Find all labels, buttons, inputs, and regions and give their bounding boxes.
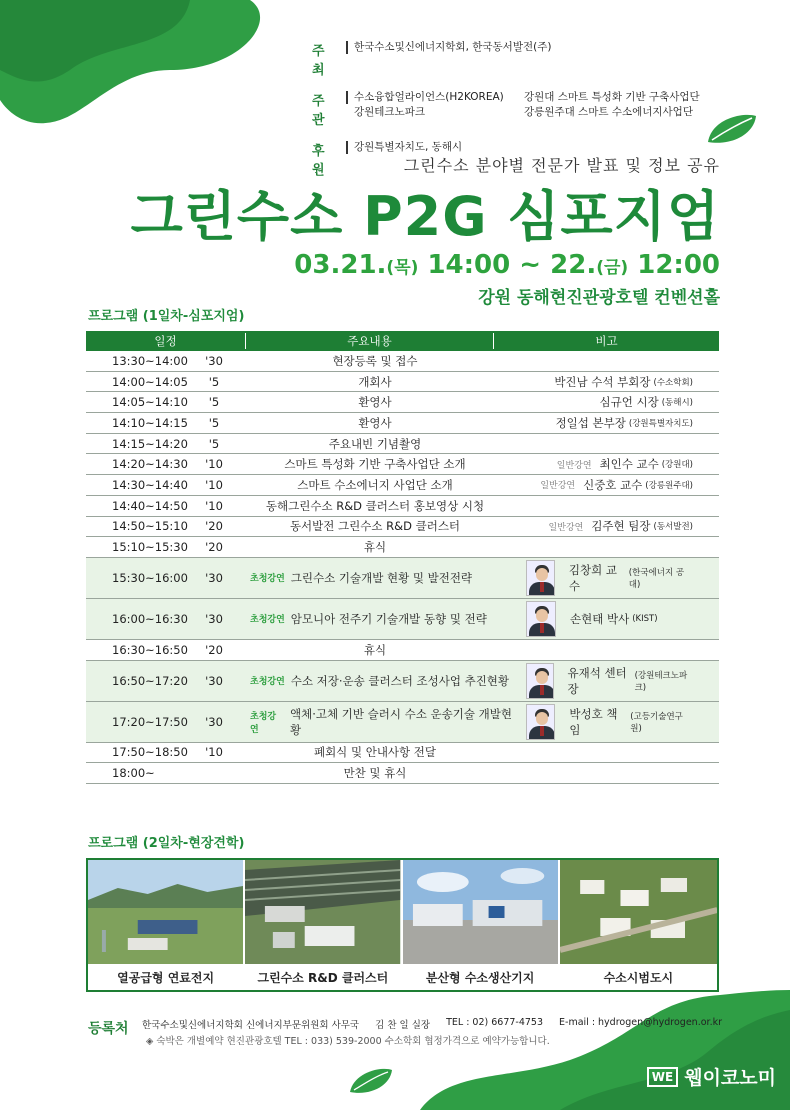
table-row: [86, 599, 719, 640]
content-cell: [232, 570, 518, 586]
watermark: [647, 1063, 776, 1090]
contact-person: 김 찬 일 실장: [375, 1020, 431, 1031]
main-title: 그린수소 P2G 심포지엄: [130, 185, 720, 248]
content-cell: [232, 765, 518, 781]
table-row: [86, 537, 719, 558]
organizer-label: 주 관: [312, 94, 328, 128]
time-cell: 14:10~14:15: [112, 415, 188, 430]
content-text: 환영사: [358, 395, 392, 410]
speaker-affiliation: (강원테크노파크): [634, 670, 688, 693]
table-header: [86, 331, 719, 351]
site-card: [245, 860, 402, 990]
site-caption: 수소시범도시: [560, 964, 717, 990]
content-text: 암모니아 전주기 기술개발 동향 및 전략: [290, 611, 487, 626]
top-left-leaf-decoration: [0, 0, 300, 140]
note-cell: [518, 374, 719, 390]
speaker-name: 박성호 책임: [569, 706, 618, 737]
note-cell: [518, 663, 719, 699]
table-row: [86, 372, 719, 393]
speaker-name: 김창희 교수: [568, 562, 617, 593]
table-row: [86, 702, 719, 743]
speaker-affiliation: (강원특별자치도): [628, 418, 693, 429]
watermark-logo: WE: [647, 1067, 678, 1087]
bottom-right-leaf-decoration: [420, 990, 790, 1110]
header-time: 일정: [86, 333, 246, 349]
note-cell: [518, 415, 719, 431]
general-talk-tag: 일반강연: [548, 522, 584, 533]
content-cell: [232, 518, 518, 534]
header-note: 비고: [595, 334, 618, 348]
speaker-photo: [526, 560, 555, 596]
speaker-name: 손현태 박사: [570, 611, 630, 626]
content-text: 스마트 특성화 기반 구축사업단 소개: [284, 457, 466, 472]
content-cell: [232, 353, 518, 369]
speaker-name: 심규언 시장: [599, 395, 659, 410]
duration-cell: '30: [205, 714, 223, 729]
site-caption: 분산형 수소생산기지: [403, 964, 558, 990]
content-text: 동해그린수소 R&D 클러스터 홍보영상 시청: [265, 498, 485, 513]
organizer-values: [354, 90, 772, 120]
site-card: [88, 860, 245, 990]
time-cell: 16:00~16:30: [112, 611, 188, 626]
table-row: [86, 743, 719, 764]
lodging-note: ◈ 숙박은 개별예약 현진관광호텔 TEL : 033) 539-2000 수소학회 협정가격으로 예약가능합니다.: [146, 1036, 550, 1047]
note-cell: [518, 394, 719, 410]
site-photo-strip: [86, 858, 719, 992]
fuel-cell-photo: [88, 860, 243, 964]
content-text: 스마트 수소에너지 사업단 소개: [297, 477, 453, 492]
start-date: 03.21.: [294, 250, 387, 280]
content-cell: [232, 436, 518, 452]
time-cell: 13:30~14:00: [112, 353, 188, 368]
start-time: 14:00: [427, 250, 511, 280]
host-label: 주 최: [312, 44, 328, 78]
content-text: 환영사: [358, 415, 392, 430]
organizer-4: 강릉원주대 스마트 수소에너지사업단: [524, 106, 693, 118]
site-card: [560, 860, 717, 990]
table-row: [86, 496, 719, 517]
duration-cell: '5: [208, 415, 220, 430]
divider: [346, 141, 348, 154]
table-body: [86, 351, 719, 784]
note-cell: [518, 456, 719, 472]
date-separator: ~: [519, 250, 542, 280]
speaker-name: 최인수 교수: [599, 457, 659, 472]
phone: TEL : 02) 6677-4753: [446, 1017, 544, 1028]
duration-cell: '20: [205, 540, 223, 555]
content-cell: [232, 706, 518, 738]
date-line: [294, 250, 720, 280]
speaker-affiliation: (강릉원주대): [645, 480, 693, 491]
speaker-photo: [526, 704, 555, 740]
content-cell: [232, 611, 518, 627]
duration-cell: '20: [205, 519, 223, 534]
content-text: 동서발전 그린수소 R&D 클러스터: [289, 519, 461, 534]
speaker-affiliation: (한국에너지 공대): [628, 567, 685, 590]
venue: 강원 동해현진관광호텔 컨벤션홀: [478, 288, 720, 308]
time-cell: 14:30~14:40: [112, 477, 188, 492]
time-cell: 14:15~14:20: [112, 436, 188, 451]
content-text: 그린수소 기술개발 현황 및 발전전략: [290, 570, 473, 585]
time-cell: 17:20~17:50: [112, 714, 188, 729]
content-text: 휴식: [363, 540, 387, 555]
time-cell: 15:30~16:00: [112, 570, 188, 585]
table-row: [86, 351, 719, 372]
content-text: 주요내빈 기념촬영: [328, 436, 422, 451]
leaf-bottom-icon: [346, 1066, 396, 1096]
invited-talk-tag: 초청강연: [250, 574, 285, 585]
speaker-affiliation: (KIST): [632, 613, 658, 624]
divider: [346, 41, 348, 54]
table-row: [86, 763, 719, 784]
time-cell: 14:20~14:30: [112, 457, 188, 472]
site-caption: 열공급형 연료전지: [88, 964, 243, 990]
start-day: (목): [386, 258, 419, 278]
registration-label: 등록처: [88, 1021, 129, 1037]
note-cell: [518, 518, 719, 534]
end-day: (금): [596, 258, 629, 278]
table-row: [86, 558, 719, 599]
content-cell: [232, 744, 518, 760]
duration-cell: '30: [205, 673, 223, 688]
production-base-photo: [403, 860, 558, 964]
time-cell: 14:00~14:05: [112, 374, 188, 389]
duration-cell: '30: [205, 611, 223, 626]
organizer-2: 강원대 스마트 특성화 기반 구축사업단: [524, 91, 700, 103]
site-caption: 그린수소 R&D 클러스터: [245, 964, 400, 990]
program1-title: 프로그램 (1일차-심포지엄): [88, 309, 245, 324]
invited-talk-tag: 초청강연: [250, 677, 285, 688]
content-cell: [232, 374, 518, 390]
time-cell: 14:40~14:50: [112, 498, 188, 513]
content-text: 개회사: [358, 374, 392, 389]
time-cell: 14:50~15:10: [112, 519, 188, 534]
sponsor-label: 후 원: [312, 144, 328, 178]
sponsor-value: 강원특별자치도, 동해시: [354, 141, 463, 153]
organizer-1: 수소융합얼라이언스(H2KOREA): [354, 91, 504, 103]
content-cell: [232, 673, 518, 689]
invited-talk-tag: 초청강연: [250, 615, 285, 626]
duration-cell: '5: [208, 395, 220, 410]
speaker-name: 신중호 교수: [583, 477, 643, 492]
speaker-name: 정일섭 본부장: [555, 415, 626, 430]
duration-cell: '30: [205, 570, 223, 585]
note-cell: [518, 704, 719, 740]
speaker-name: 유재석 센터장: [567, 665, 627, 696]
organizer-3: 강원테크노파크: [354, 106, 426, 118]
table-row: [86, 454, 719, 475]
divider: [346, 91, 348, 104]
content-text: 현장등록 및 접수: [332, 353, 418, 368]
content-cell: [232, 477, 518, 493]
table-row: [86, 517, 719, 538]
email[interactable]: E-mail : hydrogen@hydrogen.or.kr: [559, 1017, 722, 1028]
host-row: [312, 40, 772, 78]
speaker-name: 김주현 팀장: [591, 519, 651, 534]
speaker-name: 박진남 수석 부회장: [554, 374, 651, 389]
content-text: 액체·고체 기반 슬러시 수소 운송기술 개발현황: [290, 706, 512, 737]
time-cell: 14:05~14:10: [112, 395, 188, 410]
content-cell: [232, 415, 518, 431]
duration-cell: '5: [208, 436, 220, 451]
rnd-cluster-photo: [245, 860, 400, 964]
schedule-table: [86, 331, 719, 784]
content-cell: [232, 456, 518, 472]
speaker-affiliation: (고등기술연구원): [630, 711, 683, 734]
content-text: 폐회식 및 안내사항 전달: [313, 745, 437, 760]
speaker-affiliation: (동해시): [661, 398, 693, 409]
speaker-affiliation: (강원대): [661, 460, 693, 471]
note-cell: [518, 477, 719, 493]
invited-talk-tag: 초청강연: [250, 711, 277, 735]
end-date: 22.: [550, 250, 597, 280]
duration-cell: '10: [205, 457, 223, 472]
note-cell: [518, 560, 719, 596]
time-cell: 16:30~16:50: [112, 642, 188, 657]
watermark-text: 웹이코노미: [684, 1067, 776, 1089]
content-cell: [232, 642, 518, 658]
time-cell: 16:50~17:20: [112, 673, 188, 688]
content-cell: [232, 498, 518, 514]
duration-cell: '5: [208, 374, 220, 389]
program2-title: 프로그램 (2일차-현장견학): [88, 836, 245, 851]
table-row: [86, 661, 719, 702]
time-cell: 15:10~15:30: [112, 540, 188, 555]
general-talk-tag: 일반강연: [556, 460, 592, 471]
header-content: 주요내용: [246, 333, 494, 349]
organizer-row: [312, 90, 772, 128]
hydrogen-city-photo: [560, 860, 717, 964]
host-value: 한국수소및신에너지학회, 한국동서발전(주): [354, 41, 552, 53]
content-text: 수소 저장·운송 클러스터 조성사업 추진현황: [290, 673, 510, 688]
duration-cell: '30: [205, 353, 223, 368]
end-time: 12:00: [637, 250, 720, 280]
content-cell: [232, 539, 518, 555]
content-text: 휴식: [363, 642, 387, 657]
registration-contact: [142, 1017, 732, 1031]
time-cell: 18:00~: [112, 766, 155, 781]
speaker-affiliation: (수소학회): [653, 377, 693, 388]
duration-cell: '20: [205, 642, 223, 657]
content-cell: [232, 394, 518, 410]
subtitle: 그린수소 분야별 전문가 발표 및 정보 공유: [403, 156, 720, 175]
general-talk-tag: 일반강연: [540, 481, 576, 492]
speaker-photo: [526, 601, 556, 637]
table-row: [86, 413, 719, 434]
duration-cell: '10: [205, 498, 223, 513]
time-cell: 17:50~18:50: [112, 745, 188, 760]
speaker-photo: [526, 663, 554, 699]
table-row: [86, 392, 719, 413]
table-row: [86, 475, 719, 496]
office: 한국수소및신에너지학회 신에너지부문위원회 사무국: [142, 1020, 360, 1031]
table-row: [86, 640, 719, 661]
note-cell: [518, 601, 719, 637]
table-row: [86, 434, 719, 455]
duration-cell: '10: [205, 477, 223, 492]
content-text: 만찬 및 휴식: [343, 766, 407, 781]
speaker-affiliation: (동서발전): [653, 522, 693, 533]
duration-cell: '10: [205, 745, 223, 760]
site-card: [403, 860, 560, 990]
